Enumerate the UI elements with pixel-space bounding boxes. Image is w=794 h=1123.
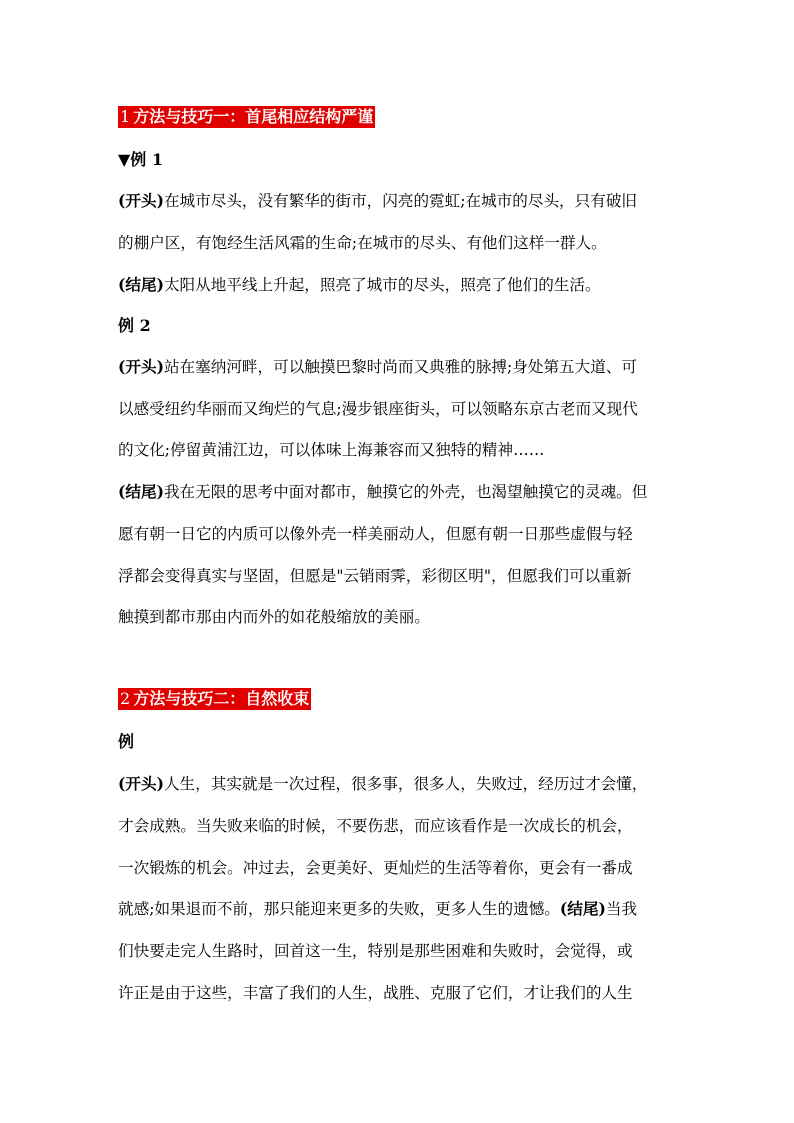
section-2-line-5: 们快要走完人生路时，回首这一生，特别是那些困难和失败时，会觉得，或	[118, 942, 633, 960]
section-2-heading-row	[118, 688, 311, 710]
example-1-close-line-1	[118, 275, 601, 295]
paragraph-text: 就感;如果退而不前，那只能迎来更多的失败，更多人生的遗憾。	[118, 900, 560, 918]
section-2-line-3: 一次锻炼的机会。冲过去，会更美好、更灿烂的生活等着你，更会有一番成	[118, 859, 633, 877]
paragraph-text: 人生，其实就是一次过程，很多事，很多人，失败过，经历过才会懂，	[163, 775, 648, 793]
section-2-line-1	[118, 774, 647, 794]
section-2-heading	[118, 688, 311, 710]
open-tag: (开头)	[118, 191, 164, 210]
example-2-open-line-3: 的文化;停留黄浦江边，可以体味上海兼容而又独特的精神……	[118, 441, 545, 459]
close-tag: (结尾)	[559, 899, 606, 918]
section-2-line-2: 才会成熟。当失败来临的时候，不要伤悲，而应该看作是一次成长的机会，	[118, 817, 633, 835]
example-2-open-line-1	[118, 357, 637, 377]
open-tag: (开头)	[118, 357, 164, 376]
paragraph-text: 太阳从地平线上升起，照亮了城市的尽头，照亮了他们的生活。	[163, 276, 601, 294]
example-2-close-line-4: 触摸到都市那由内而外的如花般缩放的美丽。	[118, 608, 430, 626]
section-2-example-label: 例	[118, 732, 135, 751]
paragraph-text: 我在无限的思考中面对都市，触摸它的外壳，也渴望触摸它的灵魂。但	[163, 483, 648, 501]
section-2-line-4	[118, 899, 637, 919]
example-2-label: 例 2	[118, 316, 151, 335]
section-2-title: 方法与技巧二：自然收束	[133, 689, 310, 708]
paragraph-text: 当我	[605, 900, 638, 918]
section-1-title: 方法与技巧一：首尾相应结构严谨	[133, 107, 374, 126]
section-1-number: 1	[120, 107, 131, 126]
section-1-heading-row	[118, 106, 375, 128]
close-tag: (结尾)	[118, 482, 164, 501]
example-2-close-line-3: 浮都会变得真实与坚固，但愿是"云销雨霁，彩彻区明"，但愿我们可以重新	[118, 567, 632, 585]
section-1-heading	[118, 106, 375, 128]
section-2-number: 2	[120, 689, 131, 708]
example-1-open-line-2: 的棚户区，有饱经生活风霜的生命;在城市的尽头、有他们这样一群人。	[118, 234, 607, 252]
open-tag: (开头)	[118, 774, 164, 793]
paragraph-text: 在城市尽头，没有繁华的街市，闪亮的霓虹;在城市的尽头，只有破旧	[163, 192, 638, 210]
example-2-open-line-2: 以感受纽约华丽而又绚烂的气息;漫步银座街头，可以领略东京古老而又现代	[118, 400, 638, 418]
example-1-label: ▼例 1	[118, 150, 164, 169]
example-2-close-line-2: 愿有朝一日它的内质可以像外壳一样美丽动人，但愿有朝一日那些虚假与轻	[118, 525, 633, 543]
example-1-open-line-1	[118, 191, 637, 211]
paragraph-text: 站在塞纳河畔，可以触摸巴黎时尚而又典雅的脉搏;身处第五大道、可	[163, 358, 638, 376]
close-tag: (结尾)	[118, 275, 164, 294]
section-2-line-6: 许正是由于这些，丰富了我们的人生，战胜、克服了它们，才让我们的人生	[118, 984, 633, 1002]
example-2-close-line-1	[118, 482, 647, 502]
